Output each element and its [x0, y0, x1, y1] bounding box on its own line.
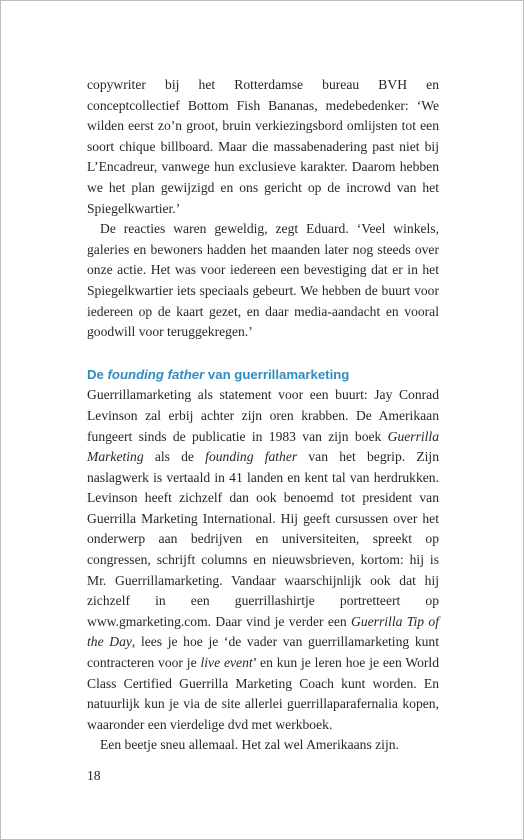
founding-father-italic: founding father: [205, 449, 298, 465]
paragraph-3-part-3: als de: [143, 449, 206, 465]
paragraph-4: Een beetje sneu allemaal. Het zal wel Amerikaans zijn.: [100, 737, 399, 753]
book-title-italic: Guerrilla Marketing: [87, 428, 439, 465]
heading-prefix: De: [87, 366, 108, 382]
heading-italic: founding father: [107, 366, 205, 382]
paragraph-3-part-9: ’ en kun je leren hoe je een World Class Certified Guerrilla Marketing Coach kunt worden. En natuurlijk kun je via de site allerlei guerrillaparafernalia kopen, waaronder een vierdelige dvd met werkboek.: [87, 655, 439, 732]
paragraph-2: De reacties waren geweldig, zegt Eduard. ‘Veel winkels, galeries en bewoners hadden het maanden later nog steeds over onze actie. Het was voor iedereen een bevestiging dat er in het Spiegelkwartier iets speciaals gebeurt. We hebben de buurt voor iedereen op de kaart gezet, en daar media-aandacht en vooral goodwill voor teruggekregen.’: [87, 221, 439, 340]
paragraph-3: [87, 385, 439, 735]
section-heading: [87, 365, 439, 386]
paragraph-3-part-5: van het begrip. Zijn naslagwerk is vertaald in 41 landen en kent tal van herdrukken. Levinson heeft zichzelf dan ook benoemd tot president van Guerrilla Marketing International. Hij geeft cursussen over het onderwerp aan bedrijven en universiteiten, spreekt op congressen, schrijft columns en nieuwsbrieven, kortom: hij is Mr. Guerrillamarketing. Vandaar waarschijnlijk ook dat hij zichzelf in een guerrillashirtje portretteert op www.gmarketing.com. Daar vind je verder een: [87, 449, 439, 629]
paragraph-1: copywriter bij het Rotterdamse bureau BVH en conceptcollectief Bottom Fish Bananas, medebedenker: ‘We wilden eerst zo’n groot, bruin verkiezingsbord omlijsten tot een soort chique billboard. Maar die massabenadering past niet bij L’Encadreur, vanwege hun exclusieve karakter. Daarom hebben we het plan gewijzigd en ons gericht op de incrowd van het Spiegelkwartier.’: [87, 77, 439, 216]
paragraph-3-part-1: Guerrillamarketing als statement voor een buurt: Jay Conrad Levinson zal erbij achter zijn oren krabben. De Amerikaan fungeert sinds de publicatie in 1983 van zijn boek: [87, 387, 439, 444]
paragraph-3-part-7: , lees je hoe je ‘de vader van guerrillamarketing kunt contracteren voor je: [87, 634, 439, 671]
body-text: [87, 75, 439, 756]
live-event-italic: live event: [200, 655, 253, 671]
heading-suffix: van guerrillamarketing: [204, 366, 350, 382]
page-number: 18: [87, 768, 101, 783]
tip-of-the-day-italic: Guerrilla Tip of the Day: [87, 613, 440, 650]
